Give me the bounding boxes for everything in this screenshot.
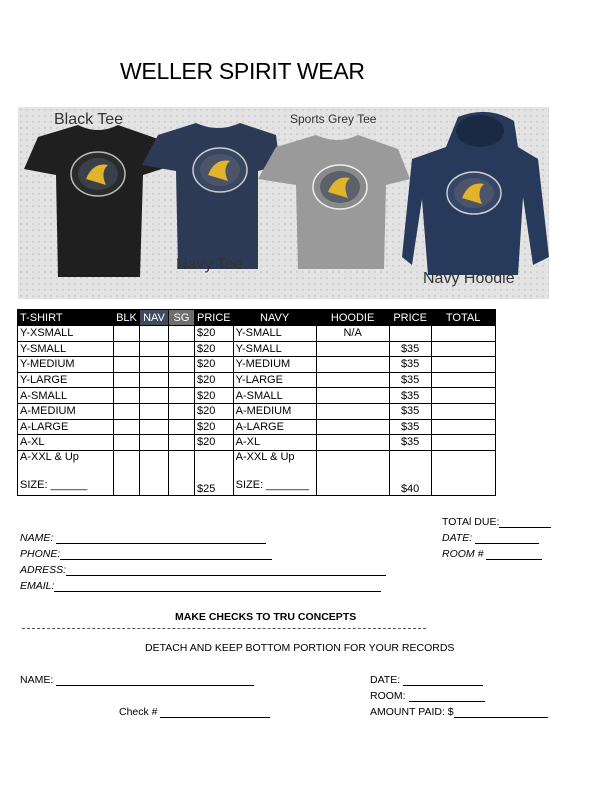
name-label: NAME:: [20, 532, 54, 544]
hoodie-qty-cell[interactable]: [316, 388, 389, 404]
price-cell: $20: [195, 403, 234, 419]
date-input[interactable]: [475, 543, 539, 544]
receipt-check-input[interactable]: [160, 717, 270, 718]
hoodie-size-line[interactable]: SIZE: _______: [235, 478, 310, 491]
hoodie-qty-cell[interactable]: [316, 372, 389, 388]
hoodie-qty-cell[interactable]: [316, 419, 389, 435]
blk-qty-cell[interactable]: [114, 341, 140, 357]
header-hoodie: HOODIE: [316, 310, 389, 326]
total-cell[interactable]: [431, 372, 495, 388]
sg-qty-cell[interactable]: [169, 419, 195, 435]
nav-qty-cell[interactable]: [140, 341, 169, 357]
total-cell[interactable]: [431, 450, 495, 495]
black-tee-label: Black Tee: [54, 111, 124, 128]
hoodie-price-cell: $35: [389, 388, 431, 404]
table-row: [18, 388, 496, 404]
price-cell: $20: [195, 326, 234, 342]
hoodie-price-cell: $35: [389, 435, 431, 451]
blk-qty-cell[interactable]: [114, 450, 140, 495]
room-input[interactable]: [486, 559, 542, 560]
hoodie-price-cell: $35: [389, 357, 431, 373]
table-row: [18, 341, 496, 357]
receipt-room-label: ROOM:: [370, 690, 406, 702]
phone-input[interactable]: [60, 559, 272, 560]
receipt-name-input[interactable]: [56, 685, 254, 686]
header-blk: BLK: [114, 310, 140, 326]
nav-qty-cell[interactable]: [140, 419, 169, 435]
receipt-name-field: [20, 674, 254, 686]
table-row: [18, 372, 496, 388]
size-cell: Y-MEDIUM: [18, 357, 114, 373]
header-total: TOTAL: [431, 310, 495, 326]
hoodie-qty-cell[interactable]: [316, 357, 389, 373]
sg-qty-cell[interactable]: [169, 341, 195, 357]
hoodie-size-xxl-label: A-XXL & Up: [235, 450, 295, 463]
blk-qty-cell[interactable]: [114, 419, 140, 435]
room-field: [442, 548, 542, 560]
nav-qty-cell[interactable]: [140, 435, 169, 451]
header-nav: NAV: [140, 310, 169, 326]
total-cell[interactable]: [431, 341, 495, 357]
hoodie-qty-cell[interactable]: [316, 435, 389, 451]
receipt-check-label: Check #: [119, 706, 158, 718]
sg-qty-cell[interactable]: [169, 372, 195, 388]
total-cell[interactable]: [431, 419, 495, 435]
hoodie-size-cell: Y-SMALL: [233, 341, 316, 357]
name-input[interactable]: [56, 543, 266, 544]
date-field: [442, 532, 539, 544]
address-field: [20, 564, 386, 576]
hoodie-qty-cell[interactable]: [316, 341, 389, 357]
nav-qty-cell[interactable]: [140, 357, 169, 373]
receipt-date-input[interactable]: [403, 685, 483, 686]
email-label: EMAIL:: [20, 580, 55, 592]
hoodie-size-cell: A-LARGE: [233, 419, 316, 435]
hoodie-price-cell: [389, 450, 431, 495]
grey-tee-image: [258, 135, 410, 269]
nav-qty-cell[interactable]: [140, 450, 169, 495]
sg-qty-cell[interactable]: [169, 388, 195, 404]
order-table: [17, 309, 496, 496]
hoodie-price-cell: $35: [389, 372, 431, 388]
navy-hoodie-label: Navy Hoodie: [423, 270, 515, 287]
hoodie-size-cell: Y-LARGE: [233, 372, 316, 388]
header-navy: NAVY: [233, 310, 316, 326]
receipt-room-input[interactable]: [409, 701, 485, 702]
phone-field: [20, 548, 272, 560]
hoodie-qty-cell[interactable]: N/A: [316, 326, 389, 342]
receipt-amount-label: AMOUNT PAID: $: [370, 706, 454, 718]
price-cell: $20: [195, 372, 234, 388]
nav-qty-cell[interactable]: [140, 388, 169, 404]
navy-tee-label: Navy Tee: [176, 256, 243, 273]
hoodie-price-xxl: $40: [400, 482, 420, 495]
email-field: [20, 580, 381, 592]
hoodie-price-cell: $35: [389, 419, 431, 435]
receipt-room-field: [370, 690, 485, 702]
sports-grey-tee-label: Sports Grey Tee: [290, 112, 377, 126]
hoodie-size-cell-xxl: [233, 450, 316, 495]
hoodie-price-cell: $35: [389, 341, 431, 357]
hoodie-size-cell: A-XL: [233, 435, 316, 451]
blk-qty-cell[interactable]: [114, 435, 140, 451]
hoodie-qty-cell[interactable]: [316, 403, 389, 419]
table-row: [18, 435, 496, 451]
hoodie-price-cell: $35: [389, 403, 431, 419]
checks-note: MAKE CHECKS TO TRU CONCEPTS: [175, 611, 357, 623]
total-cell[interactable]: [431, 388, 495, 404]
room-label: ROOM #: [442, 548, 484, 560]
price-cell: [195, 450, 234, 495]
receipt-check-field: [119, 706, 270, 718]
date-label: DATE:: [442, 532, 473, 544]
navy-tee-image: [142, 123, 280, 269]
size-cell: Y-XSMALL: [18, 326, 114, 342]
hoodie-size-cell: A-SMALL: [233, 388, 316, 404]
receipt-date-label: DATE:: [370, 674, 401, 686]
total-cell[interactable]: [431, 357, 495, 373]
address-label: ADRESS:: [20, 564, 67, 576]
blk-qty-cell[interactable]: [114, 326, 140, 342]
total-cell[interactable]: [431, 326, 495, 342]
size-cell: A-XL: [18, 435, 114, 451]
price-cell: $20: [195, 357, 234, 373]
product-banner: [18, 107, 549, 299]
nav-qty-cell[interactable]: [140, 403, 169, 419]
hoodie-qty-cell[interactable]: [316, 450, 389, 495]
hoodie-size-cell: Y-SMALL: [233, 326, 316, 342]
header-tshirt: T-SHIRT: [18, 310, 114, 326]
total-cell[interactable]: [431, 403, 495, 419]
size-cell-xxl: [18, 450, 114, 495]
table-row: [18, 419, 496, 435]
table-row: [18, 403, 496, 419]
sg-qty-cell[interactable]: [169, 403, 195, 419]
price-cell: $20: [195, 435, 234, 451]
size-cell: A-LARGE: [18, 419, 114, 435]
blk-qty-cell[interactable]: [114, 372, 140, 388]
black-tee-image: [24, 125, 168, 277]
phone-label: PHONE:: [20, 548, 61, 560]
table-header-row: [18, 310, 496, 326]
total-due-field: [442, 516, 551, 528]
email-input[interactable]: [54, 591, 381, 592]
nav-qty-cell[interactable]: [140, 326, 169, 342]
size-cell: Y-LARGE: [18, 372, 114, 388]
receipt-amount-input[interactable]: [454, 717, 548, 718]
table-row: [18, 357, 496, 373]
hoodie-size-cell: A-MEDIUM: [233, 403, 316, 419]
price-cell: $20: [195, 419, 234, 435]
blk-qty-cell[interactable]: [114, 403, 140, 419]
blk-qty-cell[interactable]: [114, 357, 140, 373]
sg-qty-cell[interactable]: [169, 435, 195, 451]
size-cell: A-SMALL: [18, 388, 114, 404]
header-hoodie-price: PRICE: [389, 310, 431, 326]
total-due-input[interactable]: [499, 527, 551, 528]
page-title: WELLER SPIRIT WEAR: [120, 58, 365, 84]
navy-hoodie-image: [402, 112, 549, 275]
detach-divider: [22, 628, 426, 629]
detach-note: DETACH AND KEEP BOTTOM PORTION FOR YOUR RECORDS: [145, 642, 455, 654]
hoodie-size-cell: Y-MEDIUM: [233, 357, 316, 373]
receipt-date-field: [370, 674, 483, 686]
size-xxl-label: A-XXL & Up: [20, 450, 79, 463]
table-row-xxl: [18, 450, 496, 495]
address-input[interactable]: [66, 575, 386, 576]
blk-qty-cell[interactable]: [114, 388, 140, 404]
size-line[interactable]: SIZE: ______: [20, 478, 88, 491]
hoodie-price-cell: [389, 326, 431, 342]
header-sg: SG: [169, 310, 195, 326]
header-price: PRICE: [195, 310, 234, 326]
price-xxl: $25: [197, 482, 216, 495]
receipt-name-label: NAME:: [20, 674, 54, 686]
table-row: [18, 326, 496, 342]
size-cell: Y-SMALL: [18, 341, 114, 357]
nav-qty-cell[interactable]: [140, 372, 169, 388]
size-cell: A-MEDIUM: [18, 403, 114, 419]
sg-qty-cell[interactable]: [169, 450, 195, 495]
total-due-label: TOTAl DUE:: [442, 516, 500, 528]
name-field: [20, 532, 266, 544]
price-cell: $20: [195, 388, 234, 404]
price-cell: $20: [195, 341, 234, 357]
sg-qty-cell[interactable]: [169, 326, 195, 342]
receipt-amount-field: [370, 706, 548, 718]
total-cell[interactable]: [431, 435, 495, 451]
sg-qty-cell[interactable]: [169, 357, 195, 373]
